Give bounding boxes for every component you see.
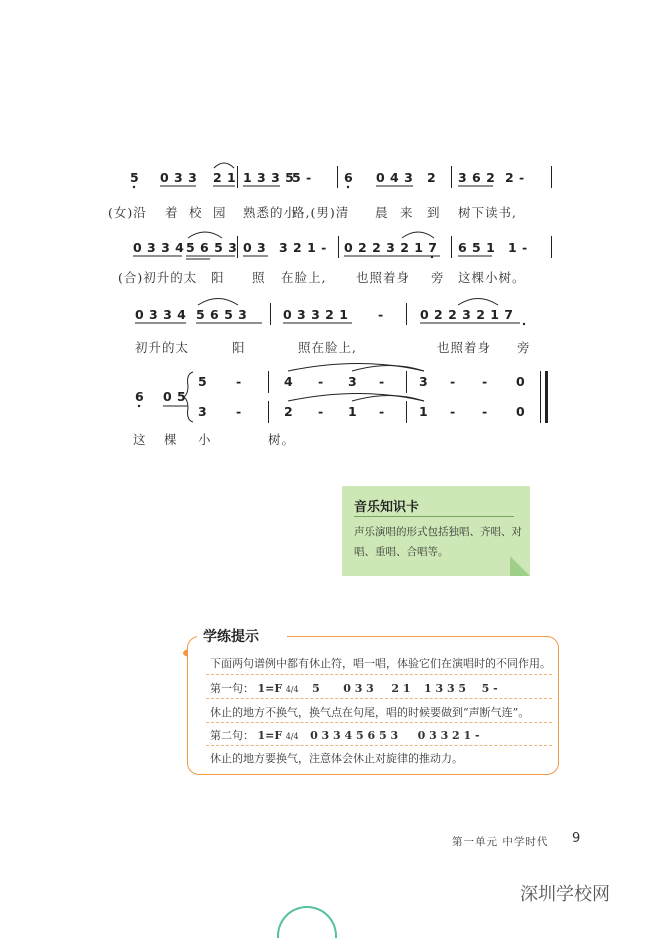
tie [352,396,424,402]
lyric: 也照着身 [356,270,411,285]
lyric: (合)初升的太 [118,270,198,285]
dashed-divider [206,674,552,675]
tips-intro: 下面两句谱例中都有休止符，唱一唱，体验它们在演唱时的不同作用。 [210,657,551,670]
card-text: 声乐演唱的形式包括独唱、齐唱、对唱、重唱、合唱等。 [354,526,522,558]
lyric: 到 [427,205,441,220]
note: 1 [348,404,358,419]
note: 3 [419,374,429,389]
line1-note: 5 - [481,682,498,695]
note: - [379,374,385,389]
slur [198,299,238,306]
line1-note: 1 3 3 5 [423,682,467,695]
note: 0 3 [243,240,267,255]
line2-meter: 4/4 [285,732,299,741]
note: 4 [284,374,294,389]
note: 3 [348,374,358,389]
unit-footer: 第一单元 中学时代 [452,836,549,848]
note: 1 - [508,240,528,255]
brace [184,372,193,422]
lyric: 树下读书, [458,205,517,220]
card-divider [354,516,514,517]
lyric: 阳 [232,340,246,355]
tips-title: 学练提示 [203,629,259,645]
note: 5 [198,374,208,389]
note: - [450,374,456,389]
note: 1 [419,404,429,419]
note: - [482,404,488,419]
dashed-divider [206,745,552,746]
knowledge-card [342,486,530,576]
slur [458,299,498,306]
line1-label: 第一句： [210,682,254,695]
line1-note: 2 1 [391,682,411,695]
note: 0 4 3 [376,170,414,185]
line1-note: 5 [312,682,320,695]
slur [188,232,222,238]
line1-note: 0 3 3 [343,682,374,695]
lyric: 旁 [431,270,445,285]
lyric: 也照着身 [437,340,492,355]
note: 0 3 3 4 [133,240,185,255]
note: 6 [135,389,145,404]
note: - [318,374,324,389]
lyric: 来 [400,205,414,220]
card-title: 音乐知识卡 [354,500,420,515]
tips-line2-desc: 休止的地方要换气，注意体会休止对旋律的推动力。 [210,752,463,765]
note: - [450,404,456,419]
lyric: 着 [165,205,179,220]
slur [402,232,434,238]
note: 3 6 2 [458,170,496,185]
lyric: 晨 [375,205,389,220]
line1-key: 1=F [257,682,283,695]
tips-line1 [210,680,498,696]
lyric: 校 [189,205,203,220]
note: 0 3 3 2 1 [283,307,349,322]
note: 5 6 5 3 [196,307,248,322]
note: 2 - [505,170,525,185]
note: 3 2 1 - [279,240,327,255]
note: 2 [284,404,294,419]
lyric: 熟悉的小 [243,205,298,220]
note: 5 - [292,170,312,185]
note: 0 3 3 [160,170,198,185]
note: 1 3 3 5 [243,170,295,185]
lyric: (女)沿 [108,205,147,220]
tips-line1-desc: 休止的地方不换气，换气点在句尾，唱的时候要做到“声断气连”。 [210,706,530,719]
line2-note: 0 3 3 2 1 - [417,729,480,742]
watermark: 深圳学校网 [520,884,610,905]
note: - [482,374,488,389]
note: - [236,404,242,419]
note: 0 [516,374,526,389]
lyric: 树。 [268,432,296,447]
note: 2 [427,170,437,185]
lyric: 这 [133,432,147,447]
note: 6 5 1 [458,240,496,255]
note: 2 1 [213,170,237,185]
line2-key: 1=F [257,729,283,742]
lyric: 照 [252,270,266,285]
note: - [378,307,384,322]
note: - [236,374,242,389]
note: 3 [198,404,208,419]
slur [214,163,234,168]
lyric: 照在脸上, [298,340,357,355]
lyric: 路,(男)清 [292,205,350,220]
line2-note: 0 3 3 4 5 6 5 3 [310,729,399,742]
tips-line2 [210,727,480,743]
lyric: 园 [213,205,227,220]
note: 5 [130,170,140,185]
dashed-divider [206,722,552,723]
note: 0 2 2 3 2 1 7 [344,240,438,255]
page-fold-icon [510,556,530,576]
line2-label: 第二句： [210,729,254,742]
note: 5 6 5 3 [186,240,238,255]
lyric: 小 [198,432,212,447]
note: - [379,404,385,419]
dashed-divider [206,698,552,699]
lyric: 这棵小树。 [458,270,526,285]
line1-meter: 4/4 [285,685,299,694]
lyric: 在脸上, [281,270,327,285]
note: 0 3 3 4 [135,307,187,322]
note: 0 5 [163,389,187,404]
note: 6 [344,170,354,185]
tie [352,366,424,372]
lyric: 初升的太 [135,340,190,355]
note: - [318,404,324,419]
page-number: 9 [572,831,581,846]
lyric: 阳 [211,270,225,285]
note: 0 2 2 3 2 1 7 [420,307,514,322]
lyric: 棵 [164,432,178,447]
lyric: 旁 [517,340,531,355]
note: 0 [516,404,526,419]
